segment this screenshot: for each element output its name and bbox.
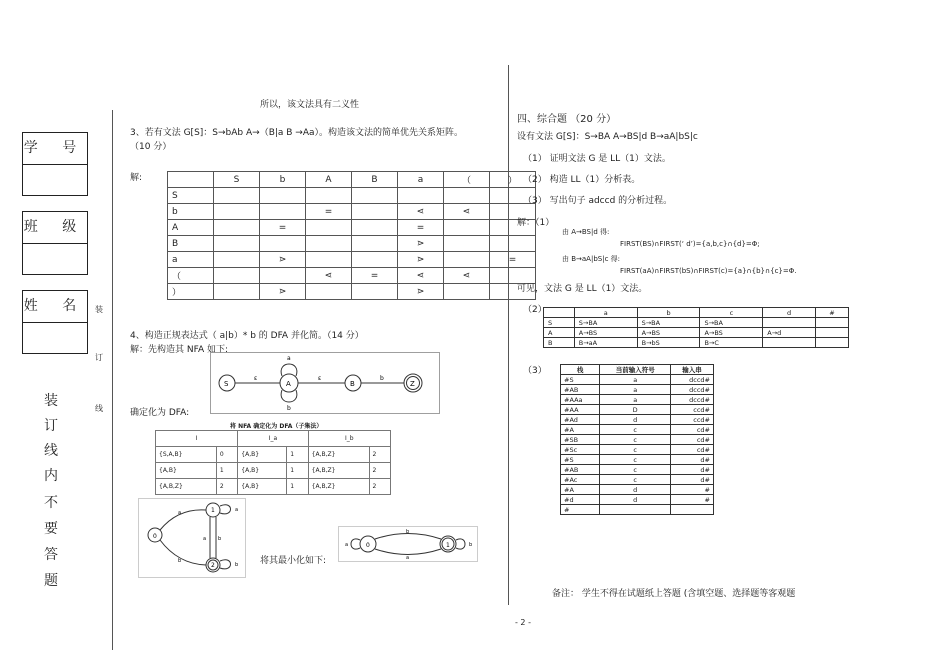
matrix-cell xyxy=(352,284,398,300)
matrix-cell xyxy=(214,252,260,268)
nfa-edge-label: ε xyxy=(254,375,258,382)
ana-header-cell: 输入串 xyxy=(671,365,714,375)
ana-cell: d# xyxy=(671,465,714,475)
question-item-3: （3） 写出句子 adccd 的分析过程。 xyxy=(523,196,673,206)
matrix-cell xyxy=(398,188,444,204)
ll-cell: S→BA xyxy=(637,318,700,328)
dfa-cell: 2 xyxy=(369,479,390,495)
part3-label: （3） xyxy=(523,366,547,376)
matrix-row xyxy=(168,252,536,268)
ana-cell xyxy=(671,505,714,515)
nfa-diagram xyxy=(210,352,440,414)
ana-cell: d xyxy=(600,415,671,425)
ll-row xyxy=(544,318,849,328)
top-note: 所以，该文法具有二义性 xyxy=(260,100,360,110)
name-box xyxy=(22,290,88,354)
binding-char: 不 xyxy=(44,495,58,511)
matrix-cell xyxy=(214,236,260,252)
matrix-cell xyxy=(260,188,306,204)
ll-cell: A→BS xyxy=(637,328,700,338)
ana-row xyxy=(561,455,714,465)
matrix-header-cell: （ xyxy=(444,172,490,188)
dfa-cell: 0 xyxy=(216,447,237,463)
matrix-cell xyxy=(306,236,352,252)
solution-label: 解：（1） xyxy=(517,218,555,228)
matrix-row xyxy=(168,220,536,236)
ana-row xyxy=(561,505,714,515)
ana-cell: # xyxy=(671,485,714,495)
nfa-state-label: B xyxy=(350,380,355,388)
ana-cell: dccd# xyxy=(671,385,714,395)
ana-cell: c xyxy=(600,435,671,445)
ana-cell: a xyxy=(600,375,671,385)
binding-char: 内 xyxy=(44,468,58,484)
ll1-analysis-table xyxy=(543,307,849,348)
binding-char: 装 xyxy=(44,393,58,409)
ll-header-cell xyxy=(544,308,575,318)
binding-char: 订 xyxy=(44,418,58,434)
left-margin-line xyxy=(112,110,113,650)
dfa-cell: 2 xyxy=(216,479,237,495)
matrix-row xyxy=(168,236,536,252)
matrix-cell xyxy=(352,252,398,268)
binding-char: 答 xyxy=(44,547,58,563)
matrix-cell: ⋗ xyxy=(260,284,306,300)
ana-cell: dccd# xyxy=(671,395,714,405)
matrix-cell xyxy=(306,284,352,300)
ana-cell: #d xyxy=(561,495,600,505)
matrix-cell: = xyxy=(352,268,398,284)
conclusion-text: 可见，文法 G 是 LL（1）文法。 xyxy=(517,284,648,294)
ana-cell: d xyxy=(600,485,671,495)
ana-cell: c xyxy=(600,465,671,475)
dfa-state-label: 2 xyxy=(211,562,215,569)
matrix-row xyxy=(168,268,536,284)
matrix-cell: ⋖ xyxy=(398,268,444,284)
matrix-cell xyxy=(444,220,490,236)
matrix-cell xyxy=(214,188,260,204)
dfa-cell: {A,B,Z} xyxy=(308,479,369,495)
dfa-cell: {A,B,Z} xyxy=(156,479,217,495)
binding-mark-3: 线 xyxy=(95,404,103,413)
matrix-cell: ⋖ xyxy=(444,204,490,220)
matrix-header-cell: B xyxy=(352,172,398,188)
matrix-header-cell: b xyxy=(260,172,306,188)
matrix-cell: ⋗ xyxy=(398,284,444,300)
dfa-subset-table xyxy=(155,430,391,495)
ana-row xyxy=(561,465,714,475)
min-edge-label: a xyxy=(406,555,410,561)
matrix-cell xyxy=(352,220,398,236)
ana-cell: c xyxy=(600,445,671,455)
dfa-state-label: 1 xyxy=(211,507,215,514)
min-state-label: 1 xyxy=(446,542,450,549)
dfa-cell: {A,B} xyxy=(156,463,217,479)
dfa-edge-label: b xyxy=(178,558,182,564)
section-title: 四、综合题 （20 分） xyxy=(517,114,617,125)
ana-cell: #AA xyxy=(561,405,600,415)
ana-cell: #S xyxy=(561,455,600,465)
dfa-cell: 2 xyxy=(369,447,390,463)
matrix-cell xyxy=(352,204,398,220)
dfa-cell: 1 xyxy=(287,463,308,479)
min-edge-label: b xyxy=(469,542,473,548)
matrix-cell xyxy=(352,236,398,252)
nfa-state-label: S xyxy=(224,380,229,388)
ana-row xyxy=(561,445,714,455)
dfa-cell: {A,B} xyxy=(238,463,287,479)
dfa-row xyxy=(156,447,391,463)
matrix-cell xyxy=(214,268,260,284)
footer-note: 备注： 学生不得在试题纸上答题 (含填空题、选择题等客观题 xyxy=(552,589,796,599)
matrix-cell: ） xyxy=(168,284,214,300)
dfa-cell: {A,B} xyxy=(238,479,287,495)
ana-cell: cd# xyxy=(671,445,714,455)
q4-text-line2: 解：先构造其 NFA 如下: xyxy=(130,345,228,355)
ll-header-cell: c xyxy=(700,308,763,318)
matrix-cell: a xyxy=(168,252,214,268)
class-label: 班 级 xyxy=(23,212,87,244)
matrix-cell: = xyxy=(306,204,352,220)
ll-row xyxy=(544,338,849,348)
part2-label: （2） xyxy=(523,305,547,315)
nfa-edge-label: b xyxy=(287,405,291,412)
ana-cell: #AB xyxy=(561,465,600,475)
nfa-state-label: Z xyxy=(410,380,415,388)
ll-cell: A→d xyxy=(763,328,816,338)
dfa-edge-label: a xyxy=(178,510,182,516)
dfa-header-cell: I xyxy=(156,431,238,447)
matrix-cell xyxy=(260,204,306,220)
matrix-cell: b xyxy=(168,204,214,220)
ana-row xyxy=(561,385,714,395)
matrix-cell: （ xyxy=(168,268,214,284)
matrix-header-cell: ） xyxy=(490,172,536,188)
ana-row xyxy=(561,395,714,405)
center-divider-line xyxy=(508,65,509,605)
matrix-row xyxy=(168,204,536,220)
matrix-cell: B xyxy=(168,236,214,252)
nfa-edge-label: ε xyxy=(318,375,322,382)
ana-cell: d# xyxy=(671,475,714,485)
ana-row xyxy=(561,475,714,485)
ll-cell: S→BA xyxy=(700,318,763,328)
ll-row xyxy=(544,328,849,338)
matrix-cell: = xyxy=(490,252,536,268)
name-label: 姓 名 xyxy=(23,291,87,323)
matrix-cell: ⋖ xyxy=(444,268,490,284)
ana-cell: # xyxy=(561,505,600,515)
dfa-cell: 1 xyxy=(216,463,237,479)
first-set-line-2: FIRST(BS)∩FIRST(‘ d’)={a,b,c}∩{d}=Φ; xyxy=(620,240,760,248)
ana-cell: cd# xyxy=(671,425,714,435)
dfa-edge-label: b xyxy=(218,536,222,542)
matrix-header-cell: a xyxy=(398,172,444,188)
matrix-row xyxy=(168,284,536,300)
ll-header-cell: a xyxy=(574,308,637,318)
nfa-edge-label: a xyxy=(287,355,291,362)
ana-cell: d xyxy=(600,495,671,505)
binding-char: 线 xyxy=(44,443,58,459)
ana-cell xyxy=(600,505,671,515)
student-id-label: 学 号 xyxy=(23,133,87,165)
first-set-line-4: FIRST(aA)∩FIRST(bS)∩FIRST(c)={a}∩{b}∩{c}=Φ. xyxy=(620,267,797,275)
dfa-edge-label: a xyxy=(203,536,207,542)
ana-cell: D xyxy=(600,405,671,415)
ll-cell xyxy=(815,318,848,328)
matrix-cell: A xyxy=(168,220,214,236)
matrix-header-cell: A xyxy=(306,172,352,188)
matrix-cell: ⋗ xyxy=(260,252,306,268)
matrix-cell xyxy=(444,284,490,300)
ana-cell: a xyxy=(600,385,671,395)
ana-cell: c xyxy=(600,455,671,465)
parse-trace-table xyxy=(560,364,714,515)
ll-cell: S→BA xyxy=(574,318,637,328)
dfa-row xyxy=(156,463,391,479)
ana-cell: #AAa xyxy=(561,395,600,405)
minimize-label: 将其最小化如下: xyxy=(260,556,327,566)
dfa-cell: 1 xyxy=(287,447,308,463)
ll-cell xyxy=(815,338,848,348)
q3-text-line2: （10 分） xyxy=(130,142,172,152)
matrix-cell xyxy=(444,252,490,268)
dfa-diagram xyxy=(138,498,246,578)
ana-cell: d# xyxy=(671,455,714,465)
matrix-header-cell: S xyxy=(214,172,260,188)
dfa-cell: {A,B,Z} xyxy=(308,463,369,479)
min-state-label: 0 xyxy=(366,542,370,549)
min-edge-label: b xyxy=(406,529,410,535)
q4-text-line1: 4、构造正规表达式（ a|b）* b 的 DFA 并化简。（14 分） xyxy=(130,331,364,341)
ana-cell: #Sc xyxy=(561,445,600,455)
ana-row xyxy=(561,495,714,505)
ana-header-cell: 当前输入符号 xyxy=(600,365,671,375)
matrix-cell xyxy=(490,236,536,252)
ana-cell: # xyxy=(671,495,714,505)
matrix-row xyxy=(168,188,536,204)
ll-cell: B→bS xyxy=(637,338,700,348)
dfa-edge-label: a xyxy=(235,507,239,513)
matrix-cell xyxy=(260,268,306,284)
ana-row xyxy=(561,415,714,425)
ll-header-cell: # xyxy=(815,308,848,318)
min-edge-label: a xyxy=(345,542,349,548)
ll-cell xyxy=(815,328,848,338)
matrix-cell xyxy=(444,188,490,204)
ana-row xyxy=(561,405,714,415)
ana-cell: #AB xyxy=(561,385,600,395)
ana-cell: #SB xyxy=(561,435,600,445)
matrix-cell xyxy=(306,252,352,268)
q3-solution-label: 解: xyxy=(130,173,143,183)
ll-cell: B→C xyxy=(700,338,763,348)
ana-cell: c xyxy=(600,425,671,435)
ana-cell: #A xyxy=(561,485,600,495)
matrix-cell xyxy=(306,220,352,236)
determinize-label: 确定化为 DFA: xyxy=(130,408,190,418)
dfa-header-cell: I_a xyxy=(238,431,308,447)
ana-cell: a xyxy=(600,395,671,405)
matrix-cell: ⋗ xyxy=(398,236,444,252)
ana-cell: dccd# xyxy=(671,375,714,385)
first-set-line-1: 由 A→BS|d 得: xyxy=(562,228,610,236)
ll-cell xyxy=(763,338,816,348)
matrix-cell xyxy=(260,236,306,252)
ll-header-cell: b xyxy=(637,308,700,318)
ana-cell: #Ac xyxy=(561,475,600,485)
first-set-line-3: 由 B→aA|bS|c 得: xyxy=(562,255,621,263)
ana-cell: c xyxy=(600,475,671,485)
ana-cell: ccd# xyxy=(671,415,714,425)
matrix-cell: ⋗ xyxy=(398,252,444,268)
dfa-row xyxy=(156,479,391,495)
matrix-cell: = xyxy=(260,220,306,236)
matrix-cell xyxy=(214,284,260,300)
matrix-header-cell xyxy=(168,172,214,188)
nfa-edge-label: b xyxy=(380,375,384,382)
dfa-table-title: 将 NFA 确定化为 DFA（子集法） xyxy=(230,423,323,430)
question-item-2: （2） 构造 LL（1）分析表。 xyxy=(523,175,641,185)
min-dfa-diagram xyxy=(338,526,478,562)
dfa-state-label: 0 xyxy=(153,533,157,540)
matrix-cell xyxy=(352,188,398,204)
student-id-box xyxy=(22,132,88,196)
ana-header-cell: 栈 xyxy=(561,365,600,375)
matrix-cell: = xyxy=(398,220,444,236)
ana-cell: #A xyxy=(561,425,600,435)
dfa-cell: 1 xyxy=(287,479,308,495)
ana-row xyxy=(561,435,714,445)
ll-cell: A→BS xyxy=(574,328,637,338)
dfa-header-cell: I_b xyxy=(308,431,390,447)
matrix-cell xyxy=(214,220,260,236)
precedence-matrix xyxy=(167,171,536,300)
matrix-cell: ⋖ xyxy=(398,204,444,220)
dfa-edge-label: b xyxy=(235,562,239,568)
ll-header-cell: d xyxy=(763,308,816,318)
matrix-cell: S xyxy=(168,188,214,204)
ll-cell: A xyxy=(544,328,575,338)
ana-row xyxy=(561,375,714,385)
ll-cell: A→BS xyxy=(700,328,763,338)
ana-row xyxy=(561,425,714,435)
ana-cell: #S xyxy=(561,375,600,385)
binding-mark-2: 订 xyxy=(95,353,103,362)
page-number: - 2 - xyxy=(515,618,531,627)
dfa-cell: {A,B,Z} xyxy=(308,447,369,463)
dfa-cell: {S,A,B} xyxy=(156,447,217,463)
nfa-state-label: A xyxy=(286,380,291,388)
class-box xyxy=(22,211,88,275)
dfa-cell: 2 xyxy=(369,463,390,479)
matrix-cell: ⋖ xyxy=(306,268,352,284)
matrix-cell xyxy=(444,236,490,252)
ana-cell: #Ad xyxy=(561,415,600,425)
ll-cell: B xyxy=(544,338,575,348)
binding-char: 题 xyxy=(44,573,58,589)
binding-mark-1: 装 xyxy=(95,305,103,314)
grammar-text: 设有文法 G[S]：S→BA A→BS|d B→aA|bS|c xyxy=(517,132,698,142)
matrix-cell xyxy=(214,204,260,220)
question-item-1: （1） 证明文法 G 是 LL（1）文法。 xyxy=(523,154,671,164)
q3-text-line1: 3、若有文法 G[S]：S→bAb A→（B|a B →Aa）。构造该文法的简单优先关系矩阵。 xyxy=(130,128,464,138)
ana-row xyxy=(561,485,714,495)
ll-cell: B→aA xyxy=(574,338,637,348)
ana-cell: cd# xyxy=(671,435,714,445)
ll-cell xyxy=(763,318,816,328)
matrix-cell xyxy=(306,188,352,204)
ana-cell: ccd# xyxy=(671,405,714,415)
ll-cell: S xyxy=(544,318,575,328)
binding-char: 要 xyxy=(44,521,58,537)
dfa-cell: {A,B} xyxy=(238,447,287,463)
